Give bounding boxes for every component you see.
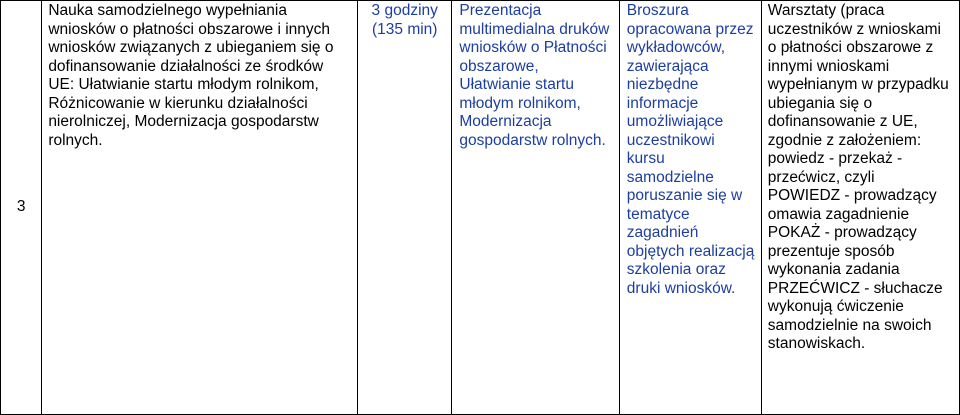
workshop-text: Warsztaty (praca uczestników z wnioskami o płatności obszarowe z innymi wnioskami wypełnianym w przypadku ubiegania się o dofinansowanie z UE, zgodnie z założeniem: powiedz - przekaż - przećwicz, czyli POWIEDZ - prowadzący omawia zagadnienie POKAŻ - prowadzący prezentuje sposób wykonania zadania PRZEĆWICZ - słuchacze wykonują ćwiczenie samodzielnie na swoich stanowiskach. (767, 2, 949, 352)
row-number: 3 (16, 198, 26, 216)
method-cell (452, 1, 619, 415)
row-number-cell (1, 1, 42, 415)
materials-cell (619, 1, 761, 415)
topic-cell (42, 1, 358, 415)
time-text: 3 godziny (135 min) (371, 2, 438, 38)
topic-text: Nauka samodzielnego wypełniania wniosków o płatności obszarowe i innych wniosków związanych z ubieganiem się o dofinansowanie działalności ze środków UE: Ułatwianie startu młodym rolnikom, Różnicowanie w kierunku działalności nierolniczej, Modernizacja gospodarstw rolnych. (48, 2, 334, 149)
table-row (1, 1, 960, 415)
method-text: Prezentacja multimedialna druków wniosków o Płatności obszarowe, Ułatwianie startu młodym rolnikom, Modernizacja gospodarstw rolnych. (459, 2, 610, 149)
workshop-cell (761, 1, 959, 415)
materials-text: Broszura opracowana przez wykładowców, zawierająca niezbędne informacje umożliwiające uczestnikowi kursu samodzielne poruszanie się w tematyce zagadnień objętych realizacją szkolenia oraz druki wniosków. (626, 2, 755, 297)
time-cell (358, 1, 452, 415)
